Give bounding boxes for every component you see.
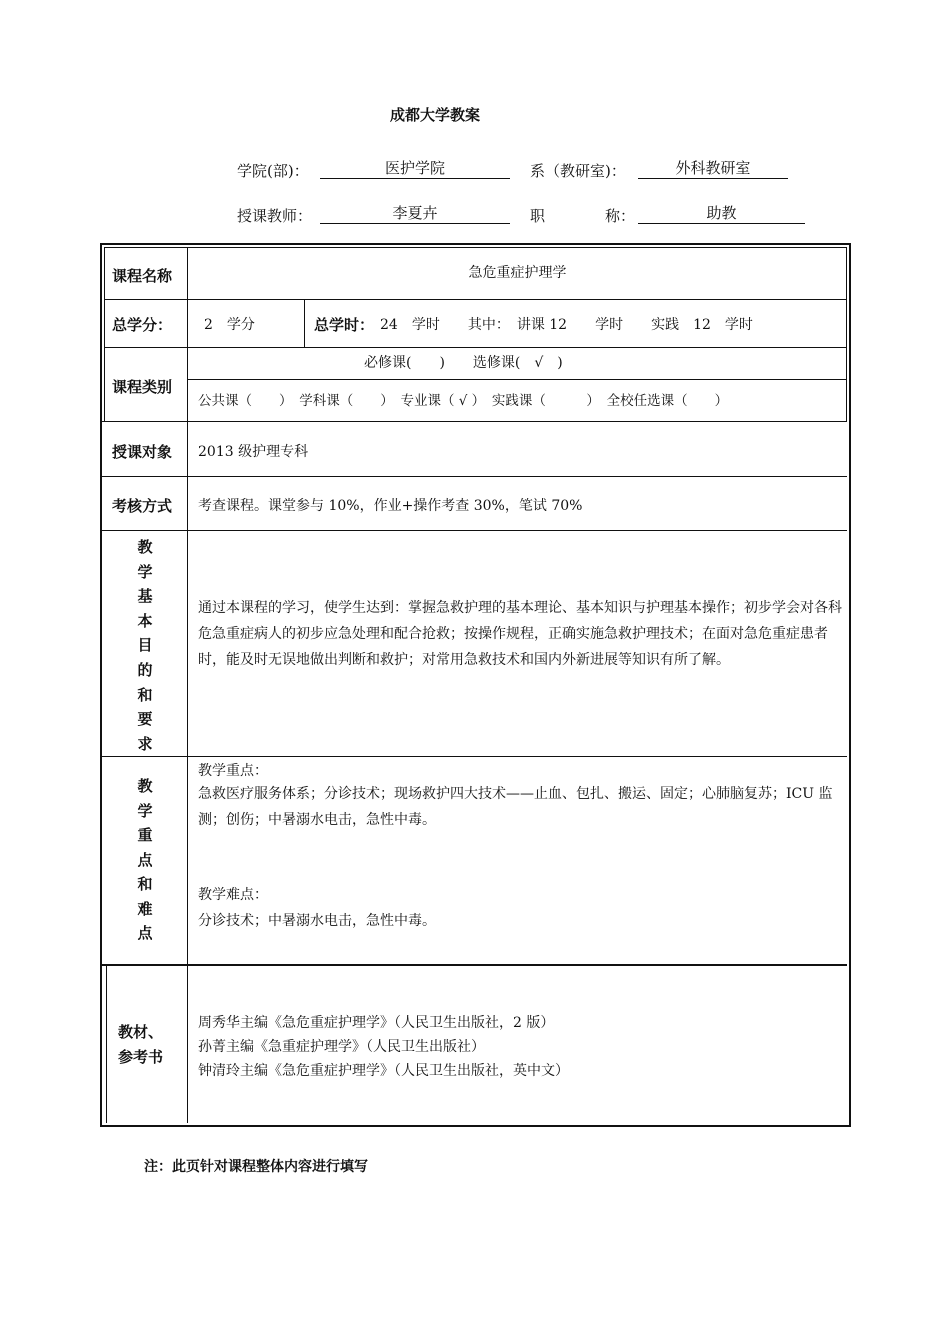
key-title: 教学重点：: [198, 763, 268, 779]
row-divider: [102, 964, 847, 966]
column-divider: [187, 247, 188, 1123]
goals-label-char: 教: [137, 538, 153, 556]
keypoints-label: [130, 774, 160, 946]
page-title: 成都大学教案: [389, 106, 480, 124]
row-divider: [102, 530, 847, 531]
rank-value: 助教: [638, 203, 805, 224]
book-item: 钟清玲主编《急危重症护理学》（人民卫生出版社，英中文）: [198, 1063, 569, 1079]
audience-value: 2013 级护理专科: [198, 444, 309, 460]
goals-label-char: 求: [137, 734, 153, 753]
keypoints-label-char: 点: [137, 850, 153, 869]
books-label-1: 教材、: [118, 1023, 164, 1041]
assessment-value: 考查课程。课堂参与 10%，作业+操作考查 30%，笔试 70%: [198, 498, 583, 514]
difficult-value: 分诊技术；中暑溺水电击，急性中毒。: [198, 913, 436, 929]
teacher-value: 李夏卉: [320, 203, 510, 224]
goals-label-char: 的: [137, 660, 153, 679]
keypoints-label-char: 点: [137, 924, 153, 942]
goals-label-char: 学: [137, 562, 153, 581]
goals-label: [130, 535, 160, 756]
category-required-elective: 必修课( ) 选修课( √ ): [364, 355, 563, 371]
book-item: 孙菁主编《急重症护理学》（人民卫生出版社）: [198, 1039, 485, 1055]
keypoints-label-char: 学: [137, 801, 153, 820]
column-divider: [106, 964, 107, 1123]
books-label-2: 参考书: [118, 1048, 164, 1066]
audience-label: 授课对象: [112, 443, 173, 461]
hours-label: 总学时：: [314, 316, 375, 334]
dept-label: 系（教研室)：: [530, 162, 626, 180]
rank-label-1: 职: [530, 207, 546, 225]
college-label: 学院(部)：: [237, 162, 309, 180]
difficult-title: 教学难点：: [198, 887, 268, 903]
credit-value: 2 学分: [204, 317, 255, 333]
goals-label-char: 要: [137, 710, 153, 729]
keypoints-label-char: 和: [137, 875, 153, 893]
keypoints-label-char: 教: [137, 777, 153, 795]
book-item: 周秀华主编《急危重症护理学》（人民卫生出版社，2 版）: [198, 1015, 555, 1031]
rank-label-2: 称：: [605, 207, 636, 225]
footnote: 注：此页针对课程整体内容进行填写: [144, 1159, 368, 1175]
goals-label-char: 基: [137, 587, 153, 606]
assessment-label: 考核方式: [112, 497, 173, 515]
keypoints-label-char: 重: [137, 826, 153, 844]
row-divider: [104, 299, 847, 300]
goals-label-char: 本: [137, 611, 153, 630]
row-divider: [188, 379, 847, 380]
dept-value: 外科教研室: [638, 158, 788, 179]
column-divider: [304, 299, 305, 347]
row-divider: [104, 347, 847, 348]
category-types: 公共课（ ） 学科课（ ） 专业课（ √ ） 实践课（ ） 全校任选课（ ）: [198, 393, 729, 409]
credit-label: 总学分：: [112, 316, 173, 334]
goals-label-char: 和: [137, 685, 153, 704]
college-value: 医护学院: [320, 158, 510, 179]
keypoints-label-char: 难: [137, 899, 153, 918]
goals-value: 通过本课程的学习，使学生达到：掌握急救护理的基本理论、基本知识与护理基本操作；初步学会对各科危急重症病人的初步应急处理和配合抢救；按操作规程，正确实施急救护理技术；在面对急危重症患者时，能及时无误地做出判断和救护；对常用急救技术和国内外新进展等知识有所了解。: [198, 600, 842, 668]
row-divider: [102, 421, 847, 422]
category-label: 课程类别: [112, 378, 173, 396]
course-name-value: 急危重症护理学: [468, 265, 567, 281]
teacher-label: 授课教师：: [237, 207, 313, 225]
row-divider: [102, 756, 847, 757]
goals-label-char: 目: [137, 636, 153, 655]
key-value: 急救医疗服务体系；分诊技术；现场救护四大技术——止血、包扎、搬运、固定；心肺脑复苏；ICU 监测；创伤；中暑溺水电击，急性中毒。: [198, 786, 833, 828]
hours-value: 24 学时 其中： 讲课 12 学时 实践 12 学时: [380, 317, 753, 333]
course-name-label: 课程名称: [112, 267, 173, 285]
row-divider: [102, 476, 847, 477]
